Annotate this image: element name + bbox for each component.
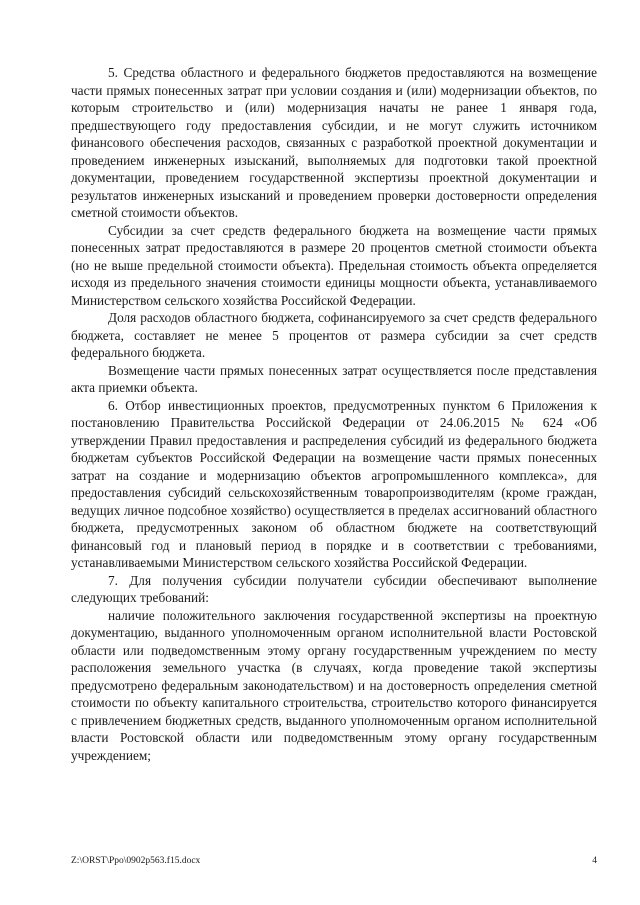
paragraph-3: Доля расходов областного бюджета, софинансируемого за счет средств федерального бюджета, составляет не менее 5 процентов от размера субсидии за счет средств федерального бюджета. <box>71 310 597 360</box>
paragraph-5: 6. Отбор инвестиционных проектов, предусмотренных пунктом 6 Приложения к постановлению Правительства Российской Федерации от 24.06.2015 № 624 «Об утверждении Правил предоставления и распределения субсидий из федерального бюджета бюджетам субъектов Российской Федерации на возмещение части прямых понесенных затрат на создание и модернизацию объектов агропромышленного комплекса», для предоставления субсидий сельскохозяйственным товаропроизводителям (кроме граждан, ведущих личное подсобное хозяйство) осуществляется в пределах ассигнований областного бюджета, предусмотренных законом об областном бюджете на соответствующий финансовый год и плановый период в порядке и в соответствии с требованиями, устанавливаемыми Министерством сельского хозяйства Российской Федерации. <box>71 397 597 570</box>
paragraph-7: наличие положительного заключения государственной экспертизы на проектную документацию, выданного уполномоченным органом исполнительной власти Ростовской области или подведомственным этому органу государственным учреждением по месту расположения земельного участка (в случаях, когда проведение такой экспертизы предусмотрено федеральным законодательством) и на достоверность определения сметной стоимости по объекту капитального строительства, строительство которого финансируется с привлечением бюджетных средств, выданного уполномоченным органом исполнительной власти Ростовской области или подведомственным этому органу государственным учреждением; <box>71 607 597 763</box>
footer-page-number: 4 <box>592 856 597 866</box>
paragraph-2: Субсидии за счет средств федерального бюджета на возмещение части прямых понесенных затрат предоставляются в размере 20 процентов сметной стоимости объекта (но не выше предельной стоимости объекта). Предельная стоимость объекта определяется исходя из предельного значения стоимости единицы мощности объекта, устанавливаемого Министерством сельского хозяйства Российской Федерации. <box>71 222 597 308</box>
paragraph-6: 7. Для получения субсидии получатели субсидии обеспечивают выполнение следующих требований: <box>71 572 597 605</box>
paragraph-4: Возмещение части прямых понесенных затрат осуществляется после представления акта приемки объекта. <box>71 362 597 395</box>
footer-file-path: Z:\ORST\Ppo\0902p563.f15.docx <box>71 856 201 866</box>
page-footer <box>71 856 597 866</box>
paragraph-1: 5. Средства областного и федерального бюджетов предоставляются на возмещение части прямых понесенных затрат при условии создания и (или) модернизации объектов, по которым строительство и (или) модернизация начаты не ранее 1 января года, предшествующего году предоставления субсидии, и не могут служить источником финансового обеспечения расходов, связанных с разработкой проектной документации и проведением инженерных изысканий, выполняемых для подготовки такой проектной документации, проведением государственной экспертизы проектной документации и результатов инженерных изысканий и проведением проверки достоверности определения сметной стоимости объектов. <box>71 65 597 220</box>
document-body <box>71 64 597 764</box>
